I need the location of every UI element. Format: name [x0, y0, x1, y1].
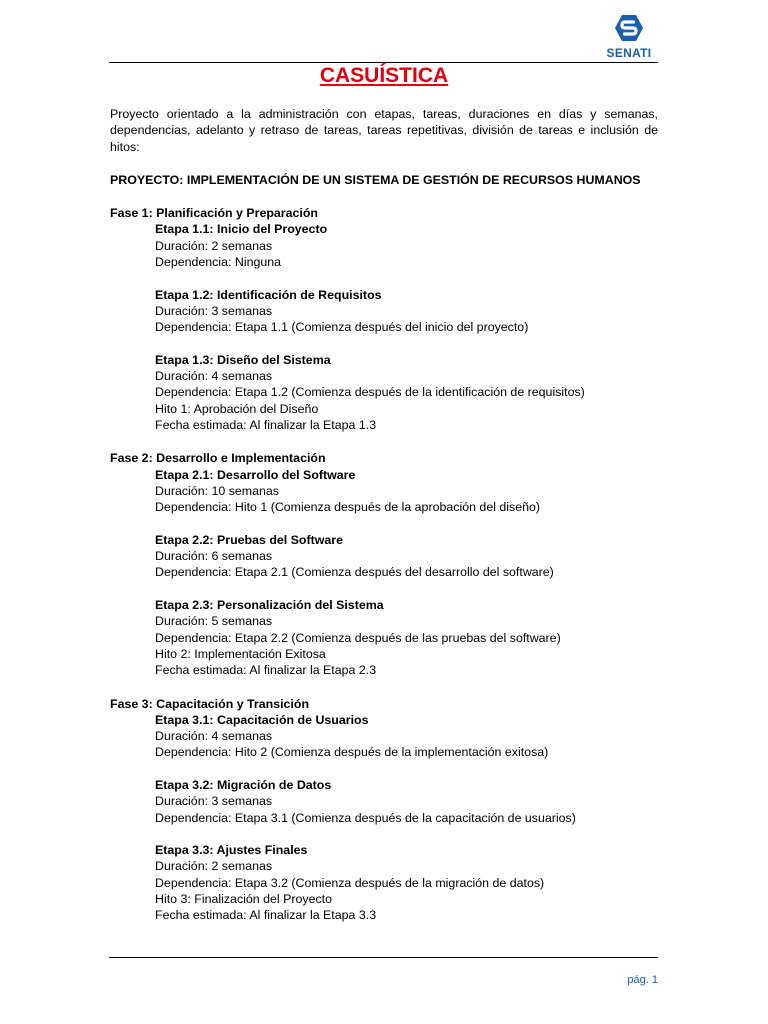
etapa-block: [155, 467, 658, 516]
fase-section: [110, 696, 658, 924]
etapa-title: Etapa 1.2: Identificación de Requisitos: [155, 287, 382, 302]
etapa-detail-line: Hito 1: Aprobación del Diseño: [155, 401, 319, 416]
etapa-detail-line: Duración: 4 semanas: [155, 729, 273, 744]
fases-container: [110, 205, 658, 923]
etapa-title: Etapa 2.3: Personalización del Sistema: [155, 598, 384, 613]
etapa-block: [155, 532, 658, 581]
etapa-detail-line: Dependencia: Hito 1 (Comienza después de la aprobación del diseño): [155, 500, 541, 515]
fase-title: Fase 3: Capacitación y Transición: [110, 696, 310, 711]
etapa-detail-line: Hito 3: Finalización del Proyecto: [155, 892, 332, 907]
etapa-detail-line: Dependencia: Etapa 1.1 (Comienza después del inicio del proyecto): [155, 320, 529, 335]
etapa-detail-line: Duración: 5 semanas: [155, 614, 273, 629]
logo-text: SENATI: [606, 46, 652, 60]
etapa-detail-line: Fecha estimada: Al finalizar la Etapa 2.3: [155, 663, 377, 678]
etapa-detail-line: Duración: 3 semanas: [155, 303, 273, 318]
etapa-detail-line: Duración: 2 semanas: [155, 238, 273, 253]
etapa-title: Etapa 1.3: Diseño del Sistema: [155, 352, 331, 367]
etapa-detail-line: Duración: 6 semanas: [155, 549, 273, 564]
senati-logo: [598, 14, 660, 62]
etapa-title: Etapa 1.1: Inicio del Proyecto: [155, 222, 328, 237]
fase-section: [110, 205, 658, 433]
etapa-title: Etapa 3.2: Migración de Datos: [155, 777, 332, 792]
etapa-detail-line: Fecha estimada: Al finalizar la Etapa 3.3: [155, 908, 377, 923]
etapa-block: [155, 842, 658, 923]
etapa-block: [155, 777, 658, 826]
intro-paragraph: Proyecto orientado a la administración con etapas, tareas, duraciones en días y semanas, dependencias, adelanto y retraso de tareas, tareas repetitivas, división de tareas e inclusión de hitos:: [110, 107, 658, 154]
project-title: PROYECTO: IMPLEMENTACIÓN DE UN SISTEMA DE GESTIÓN DE RECURSOS HUMANOS: [110, 172, 641, 187]
etapa-block: [155, 287, 658, 336]
etapa-detail-line: Duración: 10 semanas: [155, 483, 279, 498]
page-number: pág. 1: [627, 974, 658, 986]
page-title-text: CASUÍSTICA: [319, 64, 449, 87]
etapa-block: [155, 221, 658, 270]
etapa-detail-line: Dependencia: Etapa 1.2 (Comienza después de la identificación de requisitos): [155, 385, 585, 400]
etapa-detail-line: Dependencia: Ninguna: [155, 255, 282, 270]
etapa-detail-line: Hito 2: Implementación Exitosa: [155, 646, 326, 661]
etapa-detail-line: Duración: 2 semanas: [155, 859, 273, 874]
etapa-title: Etapa 2.1: Desarrollo del Software: [155, 467, 356, 482]
fase-title: Fase 2: Desarrollo e Implementación: [110, 451, 326, 466]
header-rule: [109, 62, 658, 63]
fase-title: Fase 1: Planificación y Preparación: [110, 206, 318, 221]
footer-rule: [109, 957, 658, 958]
etapa-detail-line: Duración: 4 semanas: [155, 369, 273, 384]
etapa-detail-line: Fecha estimada: Al finalizar la Etapa 1.3: [155, 418, 377, 433]
etapa-block: [155, 352, 658, 433]
document-body: [110, 106, 658, 924]
page-title: [0, 64, 768, 88]
senati-logo-icon: [614, 14, 644, 42]
etapa-detail-line: Dependencia: Hito 2 (Comienza después de la implementación exitosa): [155, 745, 549, 760]
etapa-detail-line: Dependencia: Etapa 2.1 (Comienza después del desarrollo del software): [155, 565, 554, 580]
etapa-title: Etapa 3.1: Capacitación de Usuarios: [155, 712, 369, 727]
etapa-title: Etapa 3.3: Ajustes Finales: [155, 843, 308, 858]
etapa-detail-line: Dependencia: Etapa 3.1 (Comienza después de la capacitación de usuarios): [155, 810, 576, 825]
etapa-block: [155, 597, 658, 678]
etapa-title: Etapa 2.2: Pruebas del Software: [155, 532, 343, 547]
etapa-detail-line: Dependencia: Etapa 3.2 (Comienza después de la migración de datos): [155, 875, 545, 890]
fase-section: [110, 450, 658, 678]
etapa-detail-line: Dependencia: Etapa 2.2 (Comienza después de las pruebas del software): [155, 630, 561, 645]
etapa-block: [155, 712, 658, 761]
etapa-detail-line: Duración: 3 semanas: [155, 794, 273, 809]
